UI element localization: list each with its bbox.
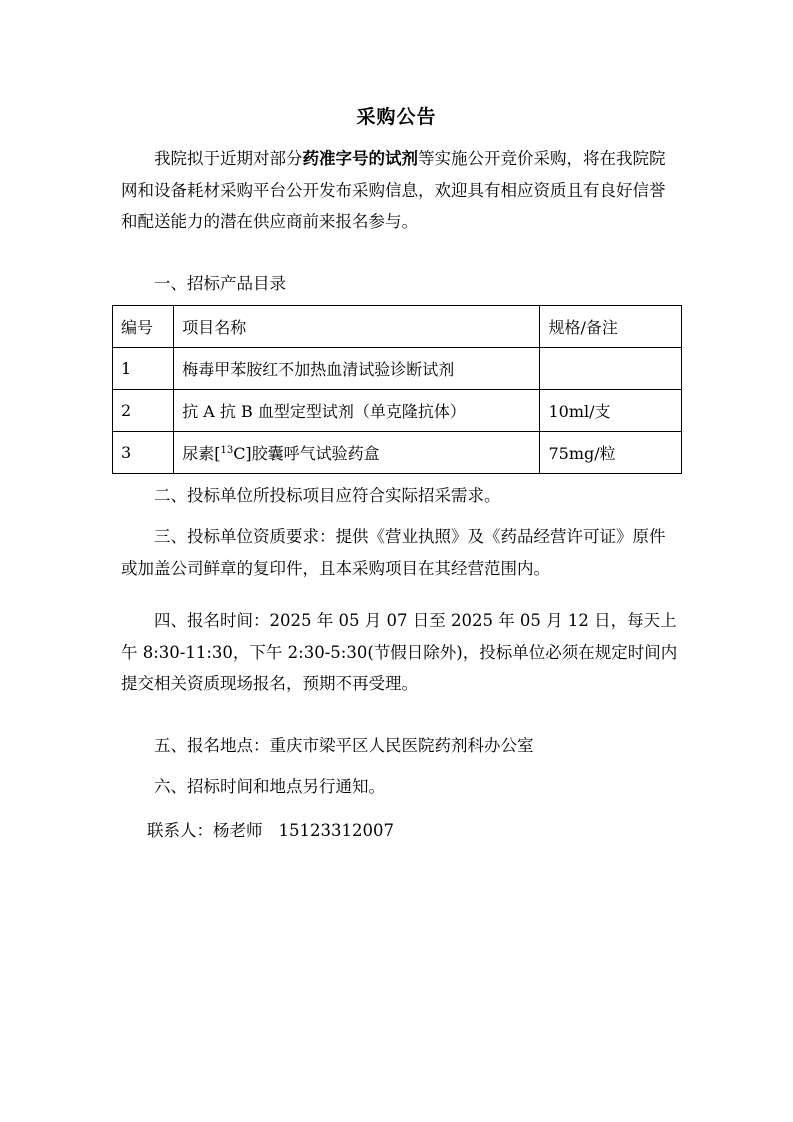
header-name: 项目名称 — [174, 306, 540, 348]
row-name-superscript: 13 — [220, 445, 234, 456]
row-name-post: C]胶囊呼气试验药盒 — [233, 444, 380, 463]
intro-text-bold: 药准字号的试剂 — [302, 149, 418, 168]
row-name — [174, 432, 540, 474]
row-spec — [540, 348, 682, 390]
row-name: 梅毒甲苯胺红不加热血清试验诊断试剂 — [174, 348, 540, 390]
contact-line — [147, 815, 394, 847]
table-row — [113, 432, 682, 474]
section-3-text: 三、投标单位资质要求：提供《营业执照》及《药品经营许可证》原件或加盖公司鲜章的复印件，且本采购项目在其经营范围内。 — [121, 527, 666, 578]
section-4-text: 四、报名时间：2025 年 05 月 07 日至 2025 年 05 月 12 日，每天上午 8:30-11:30，下午 2:30-5:30(节假日除外)，投标单位必须在规定时间内提交相关资质现场报名，预期不再受理。 — [121, 611, 678, 693]
table-row — [113, 390, 682, 432]
section-6-text: 六、招标时间和地点另行通知。 — [154, 777, 385, 796]
product-table — [112, 305, 682, 474]
header-no: 编号 — [113, 306, 174, 348]
contact-label: 联系人：杨老师 — [147, 821, 263, 840]
page-title: 采购公告 — [356, 106, 437, 128]
row-no: 2 — [113, 390, 174, 432]
contact-phone: 15123312007 — [278, 821, 394, 840]
section-2-text: 二、投标单位所投标项目应符合实际招采需求。 — [154, 486, 501, 505]
section-5-text: 五、报名地点：重庆市梁平区人民医院药剂科办公室 — [154, 736, 534, 755]
table-header-row — [113, 306, 682, 348]
header-spec: 规格/备注 — [540, 306, 682, 348]
row-no: 1 — [113, 348, 174, 390]
row-name-pre: 尿素[ — [182, 444, 221, 463]
intro-text-before: 我院拟于近期对部分 — [154, 149, 303, 168]
row-no: 3 — [113, 432, 174, 474]
table-row — [113, 348, 682, 390]
row-name: 抗 A 抗 B 血型定型试剂（单克隆抗体） — [174, 390, 540, 432]
row-spec: 10ml/支 — [540, 390, 682, 432]
intro-paragraph — [121, 143, 681, 238]
intro-text-after: 等实施公开竞价采购，将在我院院网和设备耗材采购平台公开发布采购信息，欢迎具有相应资质且有良好信誉和配送能力的潜在供应商前来报名参与。 — [121, 149, 666, 231]
section-1-heading: 一、招标产品目录 — [154, 274, 286, 293]
row-spec: 75mg/粒 — [540, 432, 682, 474]
